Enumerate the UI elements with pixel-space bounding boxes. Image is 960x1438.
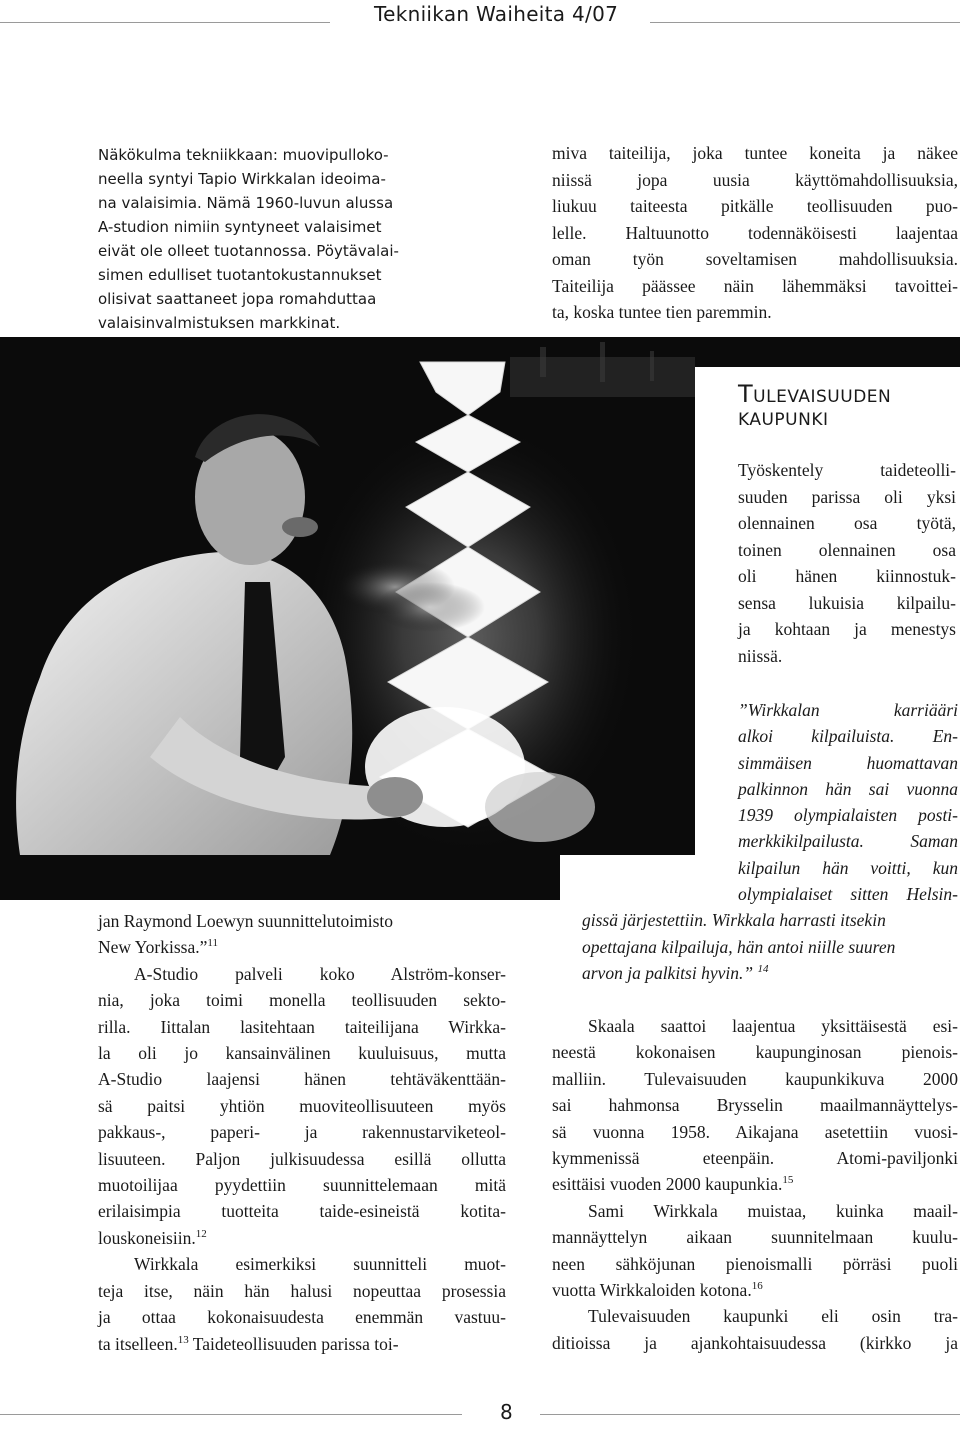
text-line [552,1171,958,1197]
text-line: neestä kokonaisen kaupunginosan pienois- [552,1042,958,1063]
text-line: niissä. [738,645,783,666]
text-fragment: louskoneisiin. [98,1227,196,1248]
text-line: kymmenissä eteenpäin. Atomi-paviljonki [552,1148,958,1169]
text-line: erilaisimpia tuotteita taide-esineistä kotita- [98,1201,506,1222]
text-line: Työskentely taideteolli- [738,460,956,480]
text-line: ja kohtaan ja menestys [738,619,956,639]
text-line: la oli jo kansainvälinen kuuluisuus, mutta [98,1043,506,1064]
quote-line: kilpailun hän voitti, kun [738,857,958,878]
caption-line: olisivat saattaneet jopa romahduttaa [98,290,377,308]
text-line: Wirkkala esimerkiksi suunnitteli muot- [134,1254,506,1275]
text-line: rilla. Iittalan lasitehtaan taiteilijana Wirkka- [98,1016,506,1037]
quote-text: arvon ja palkitsi hyvin.” [582,962,754,983]
text-line: jan Raymond Loewyn suunnittelutoimisto [98,911,394,931]
caption-line: eivät ole olleet tuotannossa. Pöytävalai- [98,242,399,260]
quote-line: opettajana kilpailuja, hän antoi niille suuren [582,936,896,957]
heading-line-2: KAUPUNKI [738,410,829,430]
heading-initial: T [738,380,754,408]
photo-extension-bottom [0,855,560,900]
text-line: ta, koska tuntee tien paremmin. [552,302,772,322]
text-line: Taiteilija päässee näin lähemmäksi tavoittei- [552,275,958,296]
text-fragment: esittäisi vuoden 2000 kaupunkia. [552,1174,783,1195]
pull-quote [560,697,958,986]
text-line: nia, joka toimi monella teollisuuden sekto- [98,990,506,1011]
text-line: sensa lukuisia kilpailu- [738,592,956,613]
heading-rest: ULEVAISUUDEN [753,387,892,407]
text-line: liukuu taiteesta pitkälle teollisuuden puo- [552,196,958,216]
text-line: teja itse, näin hän halusi nopeuttaa prosessia [98,1280,506,1301]
quote-line: palkinnon hän sai vuonna [738,778,958,799]
text-line: sä vuonna 1958. Aikajana asetettiin vuosi- [552,1121,958,1142]
quote-line: olympialaiset sitten Helsin- [738,884,958,905]
quote-line: gissä järjestettiin. Wirkkala harrasti itsekin [582,910,886,931]
caption-line: na valaisimia. Nämä 1960-luvun alussa [98,194,394,212]
text-line: oli hänen kiinnostuk- [738,566,956,586]
text-line [98,1225,506,1251]
body-text-left-bottom [98,908,506,1357]
text-line: mannäyttelyn aikaan suunnitelmaan kuulu- [552,1227,958,1248]
text-fragment: New Yorkissa.” [98,937,208,958]
text-line: olennainen osa työtä, [738,513,956,533]
footnote-ref: 15 [782,1174,794,1187]
publication-title: Tekniikan Waiheita 4/07 [374,2,619,26]
footnote-ref: 14 [757,962,769,975]
text-line: sä paitsi yhtiön muoviteollisuuteen myös [98,1095,506,1116]
text-line: Tulevaisuuden kaupunki eli osin tra- [588,1306,958,1327]
text-line [552,1277,958,1303]
body-text-top-right [552,140,958,326]
text-fragment: ta itselleen. [98,1333,178,1354]
text-line: Skaala saattoi laajentua yksittäisestä esi- [588,1016,958,1036]
footnote-ref: 11 [207,937,218,950]
footer-rule-left [0,1414,462,1415]
quote-line: merkkikilpailusta. Saman [738,831,958,852]
section-heading [738,380,958,430]
text-line: oman työn soveltamisen mahdollisuuksia. [552,249,958,269]
text-line: ja ottaa kokonaisuudesta enemmän vastuu- [98,1307,506,1328]
quote-line: alkoi kilpailuista. En- [738,726,958,747]
text-line: A-Studio palveli koko Alström-konser- [134,963,506,984]
text-line: malliin. Tulevaisuuden kaupunkikuva 2000 [552,1068,958,1089]
quote-line [582,960,958,986]
text-line: pakkaus-, paperi- ja rakennustarviketeol- [98,1122,506,1143]
caption-line: A-studion nimiin syntyneet valaisimet [98,218,382,236]
text-line: suuden parissa oli yksi [738,486,956,507]
footnote-ref: 13 [177,1333,189,1346]
text-line: sai hahmonsa Brysselin maailmannäyttelys- [552,1095,958,1116]
text-line: lisuuteen. Paljon julkisuudessa esillä ollutta [98,1148,506,1169]
text-line: niissä jopa uusia käyttömahdollisuuksia, [552,169,958,190]
text-line [98,934,506,960]
photo-caption [98,143,428,335]
header-rule-left [0,22,330,23]
caption-line: Näkökulma tekniikkaan: muovipulloko- [98,146,389,164]
footer-rule-right [540,1414,960,1415]
page-header [0,0,960,40]
text-line: A-Studio laajensi hänen tehtäväkenttään- [98,1069,506,1090]
text-fragment: Taideteollisuuden parissa toi- [188,1333,399,1354]
footnote-ref: 16 [751,1280,763,1293]
text-line: lelle. Haltuunotto todennäköisesti laajentaa [552,222,958,243]
text-fragment: vuotta Wirkkaloiden kotona. [552,1280,752,1301]
text-line [98,1331,506,1357]
body-text-right [738,457,956,669]
footnote-ref: 12 [195,1227,207,1240]
quote-line: 1939 olympialaisten posti- [738,805,958,826]
text-line: toinen olennainen osa [738,539,956,560]
text-line: muotoilijaa pyydettiin suunnittelemaan mitä [98,1175,506,1196]
text-line: Sami Wirkkala muistaa, kuinka maail- [588,1200,958,1221]
text-line: ditioissa ja ajankohtaisuudessa (kirkko ja [552,1332,958,1353]
text-line: neen sähköjunan pienoismalli pörräsi puoli [552,1253,958,1274]
quote-line: simmäisen huomattavan [738,752,958,773]
header-rule-right [650,22,960,23]
photo-extension-top [695,337,960,367]
quote-line: ”Wirkkalan karriääri [738,700,958,720]
body-text-right-bottom [552,1013,958,1356]
caption-line: valaisinvalmistuksen markkinat. [98,314,341,332]
caption-line: simen edulliset tuotantokustannukset [98,266,382,284]
caption-line: neella syntyi Tapio Wirkkalan ideoima- [98,170,386,188]
page-number: 8 [500,1400,513,1424]
text-line: miva taiteilija, joka tuntee koneita ja näkee [552,143,958,163]
